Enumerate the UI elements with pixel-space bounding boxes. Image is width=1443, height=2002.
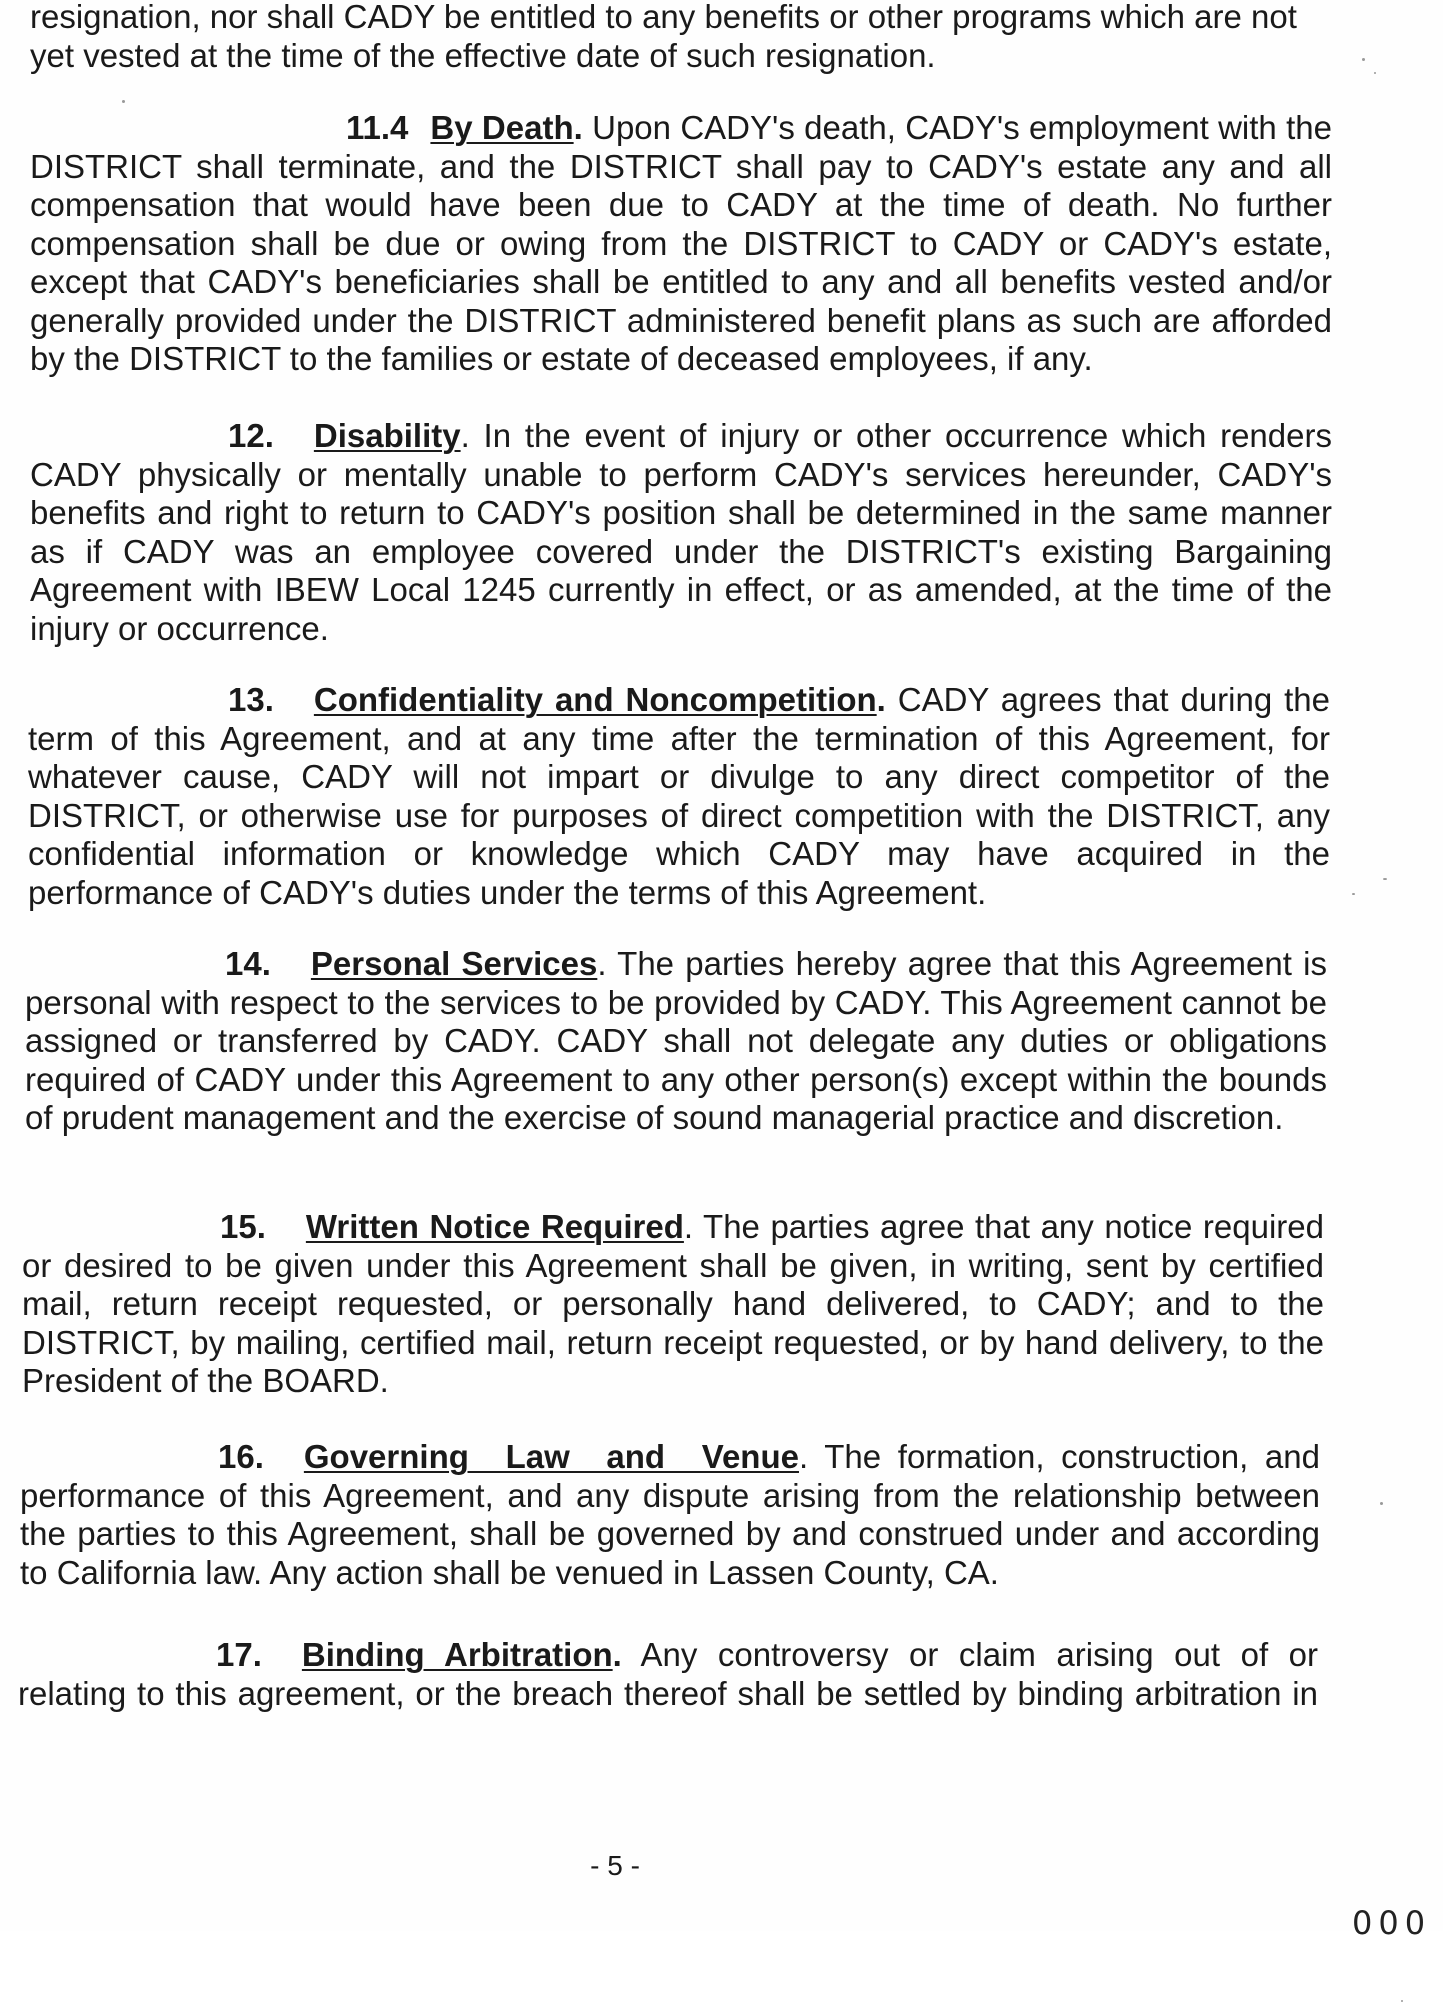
scan-speck [1362,58,1365,61]
section-14: 14. Personal Services. The parties hereby agree that this Agreement is personal with respect to the services to be provided by CADY. This Agreement cannot be assigned or transferred by CADY. CADY shall not delegate any duties or obligations required of CADY under this Agreement to any other person(s) except within the bounds of prudent management and the exercise of sound managerial practice and discretion. [25,945,1327,1136]
section-number: 13. [228,681,274,718]
section-heading: Confidentiality and Noncompetition [313,681,877,718]
section-body: Any controversy or claim arising out of or relating to this agreement, or the breach thereof shall be settled by binding arbitration in [18,1636,1318,1712]
section-body: In the event of injury or other occurrence which renders CADY physically or mentally unable to perform CADY's services hereunder, CADY's benefits and right to return to CADY's position shall be determined in the same manner as if CADY was an employee covered under the DISTRICT's existing Bargaining Agreement with IBEW Local 1245 currently in effect, or as amended, at the time of the injury or occurrence. [30,417,1332,647]
bates-number: 000 [1352,1904,1432,1942]
section-number: 11.4 [346,109,409,146]
section-number: 16. [218,1438,264,1475]
section-body: The parties agree that any notice required or desired to be given under this Agreement shall be given, in writing, sent by certified mail, return receipt requested, or personally hand delivered, to CADY; and to the DISTRICT, by mailing, certified mail, return receipt requested, or by hand delivery, to the President of the BOARD. [22,1208,1324,1399]
scan-speck [1352,893,1355,895]
section-heading: Personal Services [310,945,598,982]
section-11-4: 11.4 By Death. Upon CADY's death, CADY's employment with the DISTRICT shall terminate, and the DISTRICT shall pay to CADY's estate any and all compensation that would have been due to CADY at the time of death. No further compensation shall be due or owing from the DISTRICT to CADY or CADY's estate, except that CADY's beneficiaries shall be entitled to any and all benefits vested and/or generally provided under the DISTRICT administered benefit plans as such are afforded by the DISTRICT to the families or estate of deceased employees, if any. [30,109,1332,377]
scan-speck [1383,878,1387,880]
section-heading: Disability [313,417,461,454]
section-heading: Governing Law and Venue [303,1438,799,1475]
section-number: 17. [216,1636,262,1673]
section-body: Upon CADY's death, CADY's employment with the DISTRICT shall terminate, and the DISTRICT shall pay to CADY's estate any and all compensation that would have been due to CADY at the time of death. No further compensation shall be due or owing from the DISTRICT to CADY or CADY's estate, except that CADY's beneficiaries shall be entitled to any and all benefits vested and/or generally provided under the DISTRICT administered benefit plans as such are afforded by the DISTRICT to the families or estate of deceased employees, if any. [30,109,1332,377]
section-body: The formation, construction, and performance of this Agreement, and any dispute arising from the relationship between the parties to this Agreement, shall be governed by and construed under and according to California law. Any action shall be venued in Lassen County, CA. [20,1438,1320,1591]
page-number: - 5 - [590,1850,640,1881]
scan-speck [1380,1502,1383,1505]
section-13: 13. Confidentiality and Noncompetition. CADY agrees that during the term of this Agreement, and at any time after the termination of this Agreement, for whatever cause, CADY will not impart or divulge to any direct competitor of the DISTRICT, or otherwise use for purposes of direct competition with the DISTRICT, any confidential information or knowledge which CADY may have acquired in the performance of CADY's duties under the terms of this Agreement. [28,681,1330,911]
section-number: 14. [225,945,271,982]
section-heading: Binding Arbitration [301,1636,613,1673]
intro-paragraph [30,0,1335,75]
section-15: 15. Written Notice Required. The parties agree that any notice required or desired to be given under this Agreement shall be given, in writing, sent by certified mail, return receipt requested, or personally hand delivered, to CADY; and to the DISTRICT, by mailing, certified mail, return receipt requested, or by hand delivery, to the President of the BOARD. [22,1208,1324,1399]
scan-speck [122,100,125,103]
section-number: 12. [228,417,274,454]
section-heading: By Death [430,109,574,146]
section-16: 16. Governing Law and Venue. The formation, construction, and performance of this Agreement, and any dispute arising from the relationship between the parties to this Agreement, shall be governed by and construed under and according to California law. Any action shall be venued in Lassen County, CA. [20,1438,1320,1591]
section-body: The parties hereby agree that this Agreement is personal with respect to the services to be provided by CADY. This Agreement cannot be assigned or transferred by CADY. CADY shall not delegate any duties or obligations required of CADY under this Agreement to any other person(s) except within the bounds of prudent management and the exercise of sound managerial practice and discretion. [25,945,1327,1136]
section-heading: Written Notice Required [305,1208,684,1245]
scan-speck [1374,72,1376,74]
intro-text: resignation, nor shall CADY be entitled to any benefits or other programs which are not yet vested at the time of the effective date of such resignation. [30,0,1297,74]
section-number: 15. [220,1208,266,1245]
section-body: CADY agrees that during the term of this Agreement, and at any time after the termination of this Agreement, for whatever cause, CADY will not impart or divulge to any direct competitor of the DISTRICT, or otherwise use for purposes of direct competition with the DISTRICT, any confidential information or knowledge which CADY may have acquired in the performance of CADY's duties under the terms of this Agreement. [28,681,1330,911]
section-12: 12. Disability. In the event of injury or other occurrence which renders CADY physically or mentally unable to perform CADY's services hereunder, CADY's benefits and right to return to CADY's position shall be determined in the same manner as if CADY was an employee covered under the DISTRICT's existing Bargaining Agreement with IBEW Local 1245 currently in effect, or as amended, at the time of the injury or occurrence. [30,417,1332,647]
section-17: 17. Binding Arbitration. Any controversy or claim arising out of or relating to this agreement, or the breach thereof shall be settled by binding arbitration in [18,1636,1318,1712]
